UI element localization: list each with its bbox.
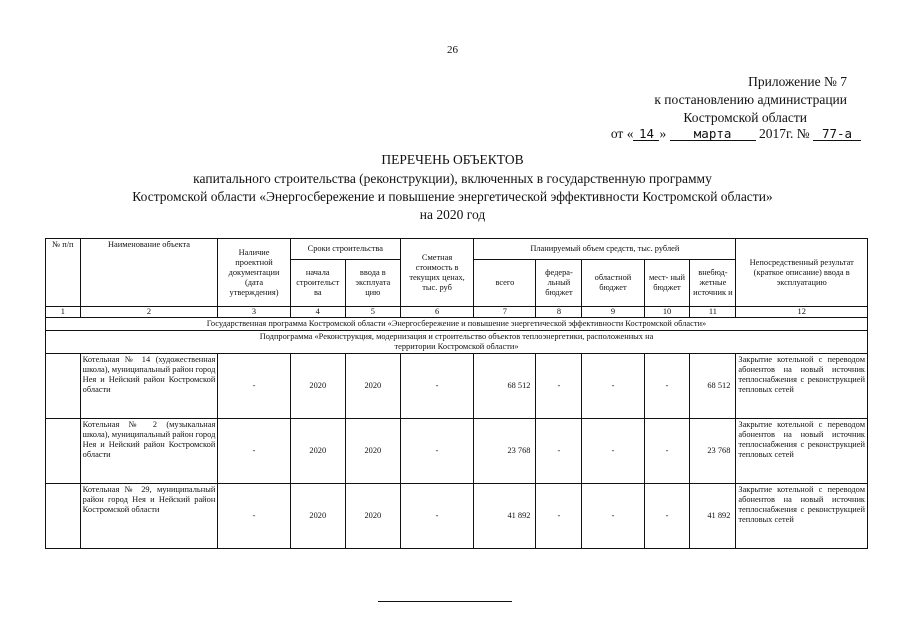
row-num xyxy=(46,354,81,419)
program-title: Государственная программа Костромской области «Энергосбережение и повышение энергетической эффективности Костромской области» xyxy=(46,318,868,331)
start-year-cell: 2020 xyxy=(290,484,345,549)
objects-table xyxy=(45,238,868,549)
start-year-cell: 2020 xyxy=(290,354,345,419)
column-number: 12 xyxy=(736,307,868,318)
regional-cell: - xyxy=(582,354,644,419)
table-row xyxy=(46,419,868,484)
column-number: 11 xyxy=(690,307,736,318)
header-planned: Планируемый объем средств, тыс. рублей xyxy=(474,239,736,260)
column-number: 6 xyxy=(400,307,473,318)
cost-cell: - xyxy=(400,354,473,419)
subprogram-row xyxy=(46,331,868,354)
header-name: Наименование объекта xyxy=(80,239,218,307)
header-cost: Сметная стоимость в текущих ценах, тыс. руб xyxy=(400,239,473,307)
column-number: 4 xyxy=(290,307,345,318)
decree-number: 77-а xyxy=(813,127,861,141)
cost-cell: - xyxy=(400,484,473,549)
total-cell: 41 892 xyxy=(474,484,536,549)
header-extra: внебюд- жетные источник и xyxy=(690,260,736,307)
local-cell: - xyxy=(644,354,690,419)
header-num: № п/п xyxy=(46,239,81,307)
object-name: Котельная № 2 (музыкальная школа), муниципальный район город Нея и Нейский район Костромской области xyxy=(80,419,218,484)
extra-cell: 41 892 xyxy=(690,484,736,549)
date-month: марта xyxy=(670,127,756,141)
column-number: 7 xyxy=(474,307,536,318)
result-cell: Закрытие котельной с переводом абонентов на новый источник теплоснабжения с реконструкцией тепловых сетей xyxy=(736,354,868,419)
commission-year-cell: 2020 xyxy=(345,484,400,549)
column-number: 2 xyxy=(80,307,218,318)
column-number: 8 xyxy=(536,307,582,318)
header-docs: Наличие проектной документации (дата утверждения) xyxy=(218,239,290,307)
date-day: 14 xyxy=(633,127,659,141)
header-result: Непосредственный результат (краткое описание) ввода в эксплуатацию xyxy=(736,239,868,307)
appendix-decree-line: к постановлению администрации xyxy=(654,92,847,107)
row-num xyxy=(46,484,81,549)
column-number: 10 xyxy=(644,307,690,318)
date-mid: » xyxy=(659,126,667,141)
appendix-date-line xyxy=(611,126,861,142)
column-number: 1 xyxy=(46,307,81,318)
docs-cell: - xyxy=(218,354,290,419)
total-cell: 23 768 xyxy=(474,419,536,484)
page-number: 26 xyxy=(447,44,458,56)
extra-cell: 23 768 xyxy=(690,419,736,484)
table-row xyxy=(46,484,868,549)
commission-year-cell: 2020 xyxy=(345,419,400,484)
cost-cell: - xyxy=(400,419,473,484)
header-federal: федера- льный бюджет xyxy=(536,260,582,307)
document-subtitle-3: на 2020 год xyxy=(419,207,486,222)
federal-cell: - xyxy=(536,484,582,549)
header-regional: областной бюджет xyxy=(582,260,644,307)
docs-cell: - xyxy=(218,419,290,484)
federal-cell: - xyxy=(536,354,582,419)
total-cell: 68 512 xyxy=(474,354,536,419)
footer-divider xyxy=(378,601,512,602)
subprogram-title: Подпрограмма «Реконструкция, модернизация и строительство объектов теплоэнергетики, расположенных на территории Костромской области» xyxy=(46,331,868,354)
docs-cell: - xyxy=(218,484,290,549)
extra-cell: 68 512 xyxy=(690,354,736,419)
document-subtitle-1: капитального строительства (реконструкции), включенных в государственную программу xyxy=(193,171,712,186)
document-subtitle-2: Костромской области «Энергосбережение и повышение энергетической эффективности Костромской области» xyxy=(132,189,773,204)
column-number: 5 xyxy=(345,307,400,318)
result-cell: Закрытие котельной с переводом абонентов на новый источник теплоснабжения с реконструкцией тепловых сетей xyxy=(736,419,868,484)
header-start: начала строительст ва xyxy=(290,260,345,307)
date-prefix: от « xyxy=(610,126,634,141)
row-num xyxy=(46,419,81,484)
local-cell: - xyxy=(644,419,690,484)
program-row xyxy=(46,318,868,331)
header-total: всего xyxy=(474,260,536,307)
start-year-cell: 2020 xyxy=(290,419,345,484)
commission-year-cell: 2020 xyxy=(345,354,400,419)
header-row-1 xyxy=(46,239,868,260)
object-name: Котельная № 29, муниципальный район город Нея и Нейский район Костромской области xyxy=(80,484,218,549)
object-name: Котельная № 14 (художественная школа), муниципальный район город Нея и Нейский район Костромской области xyxy=(80,354,218,419)
table-row xyxy=(46,354,868,419)
document-title: ПЕРЕЧЕНЬ ОБЪЕКТОВ xyxy=(381,152,524,167)
appendix-title: Приложение № 7 xyxy=(748,74,847,89)
date-year: 2017г. № xyxy=(758,126,810,141)
header-commission: ввода в эксплуата цию xyxy=(345,260,400,307)
header-terms: Сроки строительства xyxy=(290,239,400,260)
federal-cell: - xyxy=(536,419,582,484)
column-number: 9 xyxy=(582,307,644,318)
regional-cell: - xyxy=(582,484,644,549)
local-cell: - xyxy=(644,484,690,549)
header-local: мест- ный бюджет xyxy=(644,260,690,307)
column-number: 3 xyxy=(218,307,290,318)
column-numbers-row xyxy=(46,307,868,318)
appendix-region-line: Костромской области xyxy=(683,110,807,125)
result-cell: Закрытие котельной с переводом абонентов на новый источник теплоснабжения с реконструкцией тепловых сетей xyxy=(736,484,868,549)
regional-cell: - xyxy=(582,419,644,484)
